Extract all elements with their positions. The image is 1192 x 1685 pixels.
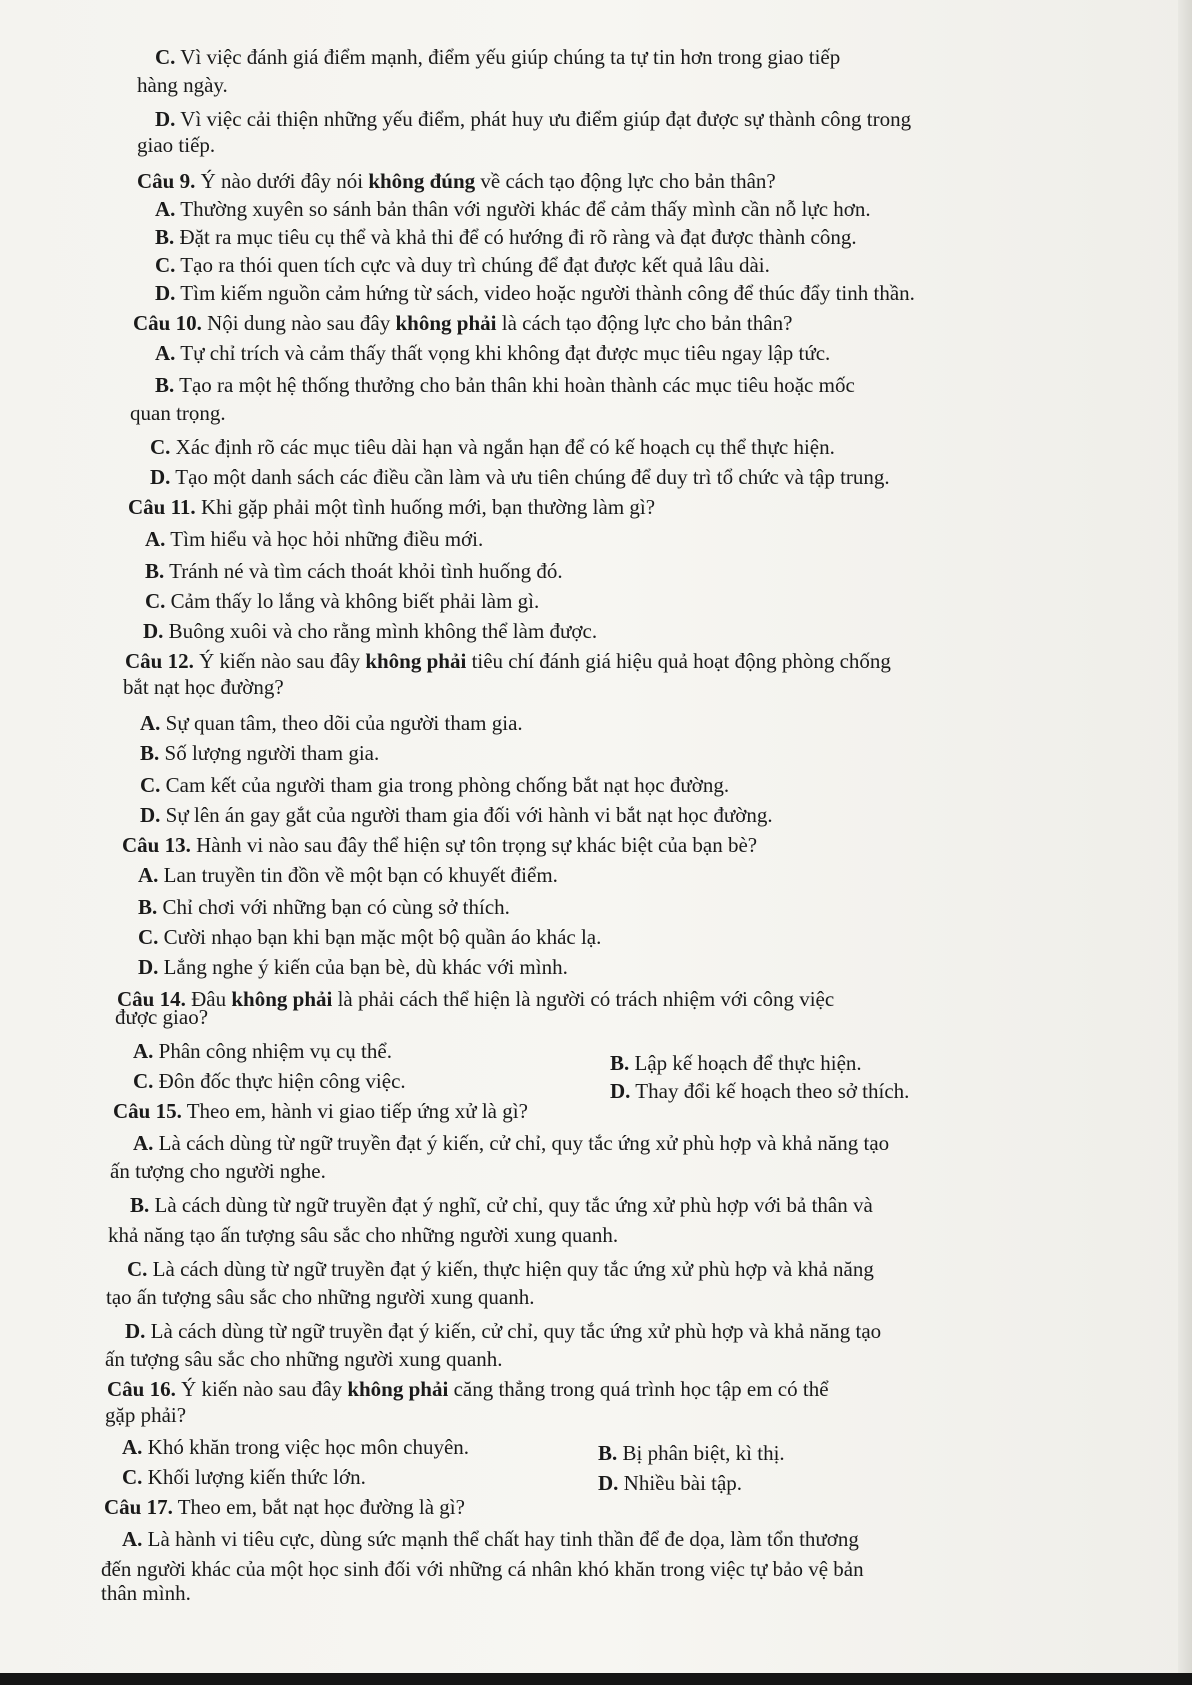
q14-option-a-label: A. [133, 1039, 154, 1063]
q12-pre: Ý kiến nào sau đây [199, 649, 361, 673]
q16-question [107, 1376, 829, 1403]
q12-post: tiêu chí đánh giá hiệu quả hoạt động phòng chống [471, 649, 891, 673]
q12-option-d-label: D. [140, 803, 161, 827]
q16-option-b [598, 1440, 785, 1467]
q10-option-a [155, 340, 830, 367]
q15-label: Câu 15. [113, 1099, 182, 1123]
q11-option-b [145, 558, 563, 585]
q10-pre: Nội dung nào sau đây [207, 311, 391, 335]
q16-option-a-label: A. [122, 1435, 143, 1459]
q16-option-d-text: Nhiều bài tập. [623, 1471, 743, 1495]
q10-question [133, 310, 792, 337]
q11-option-c-text: Cảm thấy lo lắng và không biết phải làm gì. [170, 589, 540, 613]
q14-option-d [610, 1078, 909, 1105]
q12-option-d-text: Sự lên án gay gắt của người tham gia đối với hành vi bắt nạt học đường. [165, 803, 773, 827]
q16-option-b-text: Bị phân biệt, kì thị. [622, 1441, 785, 1465]
q13-option-d-label: D. [138, 955, 159, 979]
q10-option-c [150, 434, 835, 461]
q13-option-b-label: B. [138, 895, 158, 919]
q11-option-c [145, 588, 539, 615]
q15-option-b-cont: khả năng tạo ấn tượng sâu sắc cho những người xung quanh. [108, 1223, 619, 1247]
q15-option-a-label: A. [133, 1131, 154, 1155]
q11-option-d-text: Buông xuôi và cho rằng mình không thể làm được. [168, 619, 598, 643]
q13-option-b-text: Chỉ chơi với những bạn có cùng sở thích. [162, 895, 510, 919]
q8-option-d-text: Vì việc cải thiện những yếu điểm, phát huy ưu điểm giúp đạt được sự thành công trong [180, 107, 912, 131]
q11-text: Khi gặp phải một tình huống mới, bạn thường làm gì? [200, 495, 656, 519]
q14-option-d-text: Thay đổi kế hoạch theo sở thích. [635, 1079, 910, 1103]
q9-option-b-text: Đặt ra mục tiêu cụ thể và khả thi để có hướng đi rõ ràng và đạt được thành công. [179, 225, 857, 249]
q10-option-d-label: D. [150, 465, 171, 489]
q9-option-b-label: B. [155, 225, 175, 249]
q8-option-c-text: Vì việc đánh giá điểm mạnh, điểm yếu giúp chúng ta tự tin hơn trong giao tiếp [180, 45, 841, 69]
q12-option-a-label: A. [140, 711, 161, 735]
q14-option-d-label: D. [610, 1079, 631, 1103]
q13-label: Câu 13. [122, 833, 191, 857]
q15-option-b-text: Là cách dùng từ ngữ truyền đạt ý nghĩ, cử chỉ, quy tắc ứng xử phù hợp với bả thân và [154, 1193, 873, 1217]
q11-question [128, 494, 655, 521]
q16-option-c [122, 1464, 366, 1491]
q16-option-d [598, 1470, 742, 1497]
q15-option-a-cont: ấn tượng cho người nghe. [110, 1159, 326, 1183]
q9-option-d-label: D. [155, 281, 176, 305]
q12-option-b-label: B. [140, 741, 160, 765]
q9-keyword: không đúng [368, 169, 476, 193]
q17-option-a-cont2: thân mình. [101, 1581, 191, 1605]
q11-option-a-text: Tìm hiểu và học hỏi những điều mới. [170, 527, 484, 551]
q13-option-b [138, 894, 510, 921]
q13-option-a [138, 862, 558, 889]
q14-question [117, 986, 834, 1013]
q16-option-c-text: Khối lượng kiến thức lớn. [147, 1465, 366, 1489]
q11-option-a [145, 526, 483, 553]
q12-option-d [140, 802, 773, 829]
q9-option-a [155, 196, 871, 223]
q8-option-c [155, 44, 840, 71]
q9-question [137, 168, 776, 195]
q8-option-d-label: D. [155, 107, 176, 131]
q11-option-b-text: Tránh né và tìm cách thoát khỏi tình huống đó. [169, 559, 563, 583]
q17-text: Theo em, bắt nạt học đường là gì? [177, 1495, 465, 1519]
q12-option-b-text: Số lượng người tham gia. [164, 741, 380, 765]
q12-option-a [140, 710, 523, 737]
q13-text: Hành vi nào sau đây thể hiện sự tôn trọng sự khác biệt của bạn bè? [196, 833, 758, 857]
q15-option-b [130, 1192, 873, 1219]
q12-keyword: không phải [365, 649, 467, 673]
q16-option-a [122, 1434, 469, 1461]
q12-option-a-text: Sự quan tâm, theo dõi của người tham gia. [165, 711, 523, 735]
q14-label: Câu 14. [117, 987, 186, 1011]
q13-option-a-label: A. [138, 863, 159, 887]
q15-option-d-text: Là cách dùng từ ngữ truyền đạt ý kiến, cử chỉ, quy tắc ứng xử phù hợp và khả năng tạo [150, 1319, 882, 1343]
q10-option-b [155, 372, 855, 399]
q12-option-c-label: C. [140, 773, 161, 797]
q10-option-c-label: C. [150, 435, 171, 459]
q10-post: là cách tạo động lực cho bản thân? [501, 311, 793, 335]
q11-option-c-label: C. [145, 589, 166, 613]
q9-option-c-label: C. [155, 253, 176, 277]
q16-keyword: không phải [347, 1377, 449, 1401]
q11-option-a-label: A. [145, 527, 166, 551]
q8-option-c-label: C. [155, 45, 176, 69]
q14-keyword: không phải [231, 987, 333, 1011]
q17-option-a-label: A. [122, 1527, 143, 1551]
q14-question-cont: được giao? [115, 1005, 209, 1029]
q14-option-b-label: B. [610, 1051, 630, 1075]
q15-text: Theo em, hành vi giao tiếp ứng xử là gì? [186, 1099, 528, 1123]
q16-option-d-label: D. [598, 1471, 619, 1495]
q12-option-c [140, 772, 729, 799]
q9-option-d-text: Tìm kiếm nguồn cảm hứng từ sách, video hoặc người thành công để thúc đẩy tinh thần. [180, 281, 915, 305]
q9-option-b [155, 224, 857, 251]
q17-option-a-text: Là hành vi tiêu cực, dùng sức mạnh thể chất hay tinh thần để đe dọa, làm tổn thương [147, 1527, 859, 1551]
q15-question [113, 1098, 528, 1125]
q15-option-d-label: D. [125, 1319, 146, 1343]
q10-option-b-text: Tạo ra một hệ thống thưởng cho bản thân khi hoàn thành các mục tiêu hoặc mốc [179, 373, 855, 397]
q16-label: Câu 16. [107, 1377, 176, 1401]
q10-option-a-label: A. [155, 341, 176, 365]
q16-post: căng thẳng trong quá trình học tập em có thể [453, 1377, 829, 1401]
q16-question-cont: gặp phải? [105, 1403, 187, 1427]
q9-option-a-text: Thường xuyên so sánh bản thân với người khác để cảm thấy mình cần nỗ lực hơn. [180, 197, 871, 221]
q16-option-a-text: Khó khăn trong việc học môn chuyên. [147, 1435, 470, 1459]
q10-option-b-cont: quan trọng. [130, 401, 226, 425]
q17-option-a-cont1: đến người khác của một học sinh đối với những cá nhân khó khăn trong việc tự bảo vệ bản [101, 1557, 864, 1581]
q9-post: về cách tạo động lực cho bản thân? [480, 169, 776, 193]
q9-option-a-label: A. [155, 197, 176, 221]
q11-option-b-label: B. [145, 559, 165, 583]
q13-option-d [138, 954, 568, 981]
q14-option-c-text: Đôn đốc thực hiện công việc. [158, 1069, 406, 1093]
q15-option-c-text: Là cách dùng từ ngữ truyền đạt ý kiến, thực hiện quy tắc ứng xử phù hợp và khả năng [152, 1257, 874, 1281]
q13-option-c-label: C. [138, 925, 159, 949]
q9-label: Câu 9. [137, 169, 196, 193]
q15-option-d [125, 1318, 881, 1345]
q11-label: Câu 11. [128, 495, 196, 519]
q10-option-d [150, 464, 890, 491]
q13-option-d-text: Lắng nghe ý kiến của bạn bè, dù khác với mình. [163, 955, 568, 979]
q14-option-a [133, 1038, 392, 1065]
q15-option-c [127, 1256, 874, 1283]
q16-option-c-label: C. [122, 1465, 143, 1489]
q17-option-a [122, 1526, 859, 1553]
q14-option-b [610, 1050, 862, 1077]
q12-option-b [140, 740, 379, 767]
q9-pre: Ý nào dưới đây nói [200, 169, 364, 193]
q11-option-d [143, 618, 597, 645]
q15-option-c-cont: tạo ấn tượng sâu sắc cho những người xung quanh. [106, 1285, 535, 1309]
q13-question [122, 832, 757, 859]
q14-pre: Đâu [191, 987, 227, 1011]
q10-option-b-label: B. [155, 373, 175, 397]
q9-option-c-text: Tạo ra thói quen tích cực và duy trì chúng để đạt được kết quả lâu dài. [180, 253, 770, 277]
q10-label: Câu 10. [133, 311, 202, 335]
q12-question [125, 648, 891, 675]
q15-option-a-text: Là cách dùng từ ngữ truyền đạt ý kiến, cử chỉ, quy tắc ứng xử phù hợp và khả năng tạo [158, 1131, 890, 1155]
q13-option-c [138, 924, 601, 951]
q15-option-b-label: B. [130, 1193, 150, 1217]
q13-option-a-text: Lan truyền tin đồn về một bạn có khuyết điểm. [163, 863, 558, 887]
q16-option-b-label: B. [598, 1441, 618, 1465]
q14-option-a-text: Phân công nhiệm vụ cụ thể. [158, 1039, 392, 1063]
q17-label: Câu 17. [104, 1495, 173, 1519]
q10-option-d-text: Tạo một danh sách các điều cần làm và ưu tiên chúng để duy trì tổ chức và tập trung. [175, 465, 890, 489]
q15-option-a [133, 1130, 889, 1157]
q14-option-c [133, 1068, 406, 1095]
q10-keyword: không phải [395, 311, 497, 335]
q14-post: là phải cách thể hiện là người có trách nhiệm với công việc [337, 987, 835, 1011]
q12-option-c-text: Cam kết của người tham gia trong phòng chống bắt nạt học đường. [165, 773, 730, 797]
q8-option-c-cont: hàng ngày. [137, 73, 228, 97]
q15-option-d-cont: ấn tượng sâu sắc cho những người xung quanh. [105, 1347, 503, 1371]
q17-question [104, 1494, 465, 1521]
q11-option-d-label: D. [143, 619, 164, 643]
q10-option-a-text: Tự chỉ trích và cảm thấy thất vọng khi không đạt được mục tiêu ngay lập tức. [180, 341, 831, 365]
q13-option-c-text: Cười nhạo bạn khi bạn mặc một bộ quần áo khác lạ. [163, 925, 602, 949]
q14-option-b-text: Lập kế hoạch để thực hiện. [634, 1051, 862, 1075]
q15-option-c-label: C. [127, 1257, 148, 1281]
scan-bottom-edge [0, 1673, 1192, 1685]
q9-option-d [155, 280, 915, 307]
q10-option-c-text: Xác định rõ các mục tiêu dài hạn và ngắn hạn để có kế hoạch cụ thể thực hiện. [175, 435, 835, 459]
q12-question-cont: bắt nạt học đường? [123, 675, 284, 699]
q16-pre: Ý kiến nào sau đây [181, 1377, 343, 1401]
q9-option-c [155, 252, 770, 279]
q14-option-c-label: C. [133, 1069, 154, 1093]
q12-label: Câu 12. [125, 649, 194, 673]
q8-option-d [155, 106, 911, 133]
q8-option-d-cont: giao tiếp. [137, 133, 216, 157]
